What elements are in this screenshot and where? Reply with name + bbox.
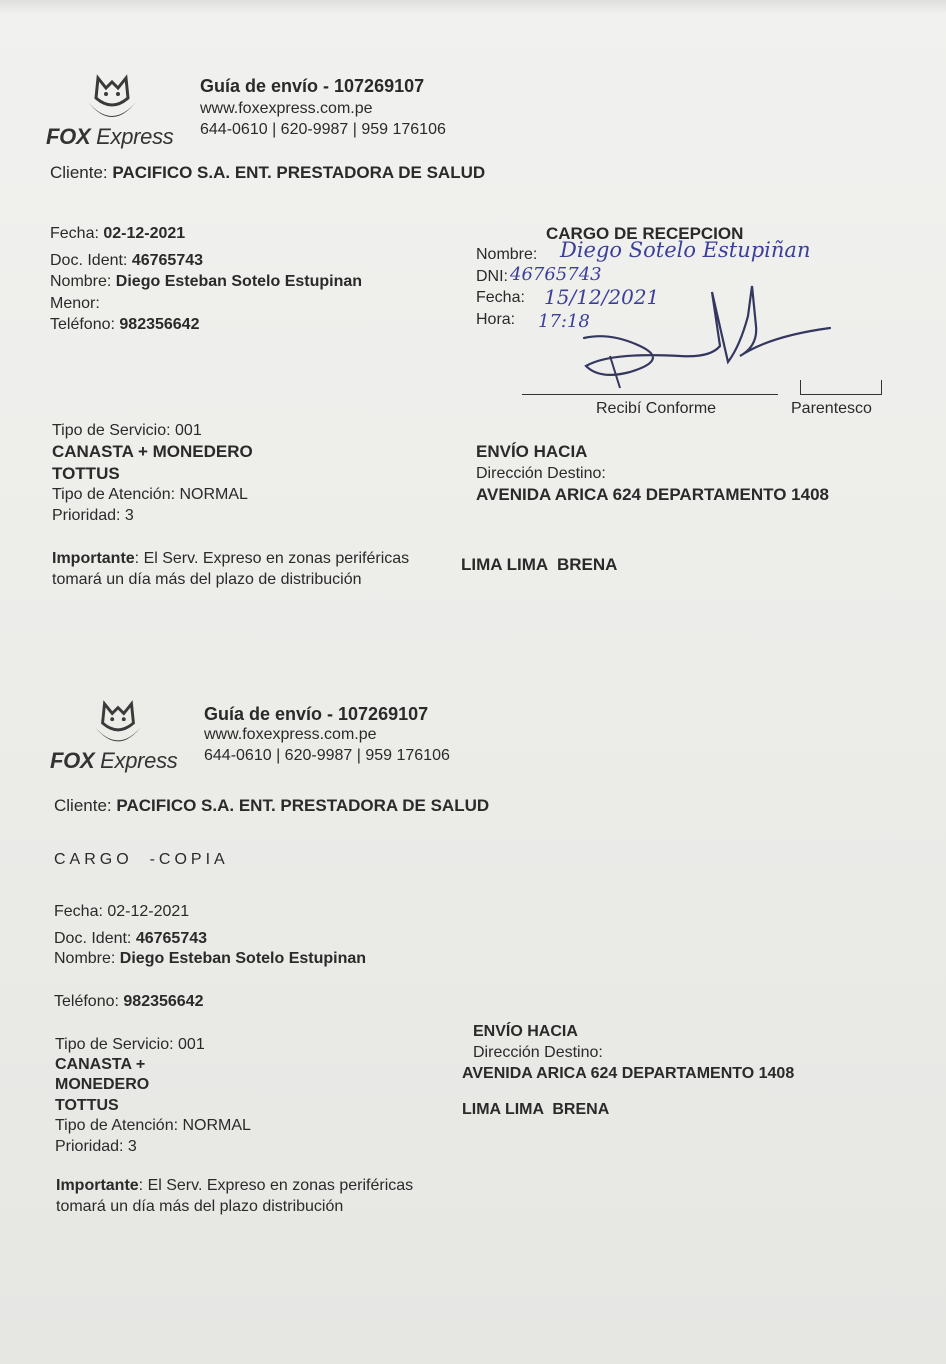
- cargo-copia-label: CARGO -COPIA: [54, 851, 229, 868]
- tipo-atencion: Tipo de Atención: NORMAL: [55, 1117, 251, 1134]
- rec-dni-handwritten: 46765743: [510, 264, 602, 285]
- producto-line-2: MONEDERO: [55, 1076, 150, 1093]
- rec-dni-label: DNI:: [476, 268, 508, 285]
- direccion-label: Dirección Destino:: [473, 1044, 603, 1061]
- direccion-value: AVENIDA ARICA 624 DEPARTAMENTO 1408: [462, 1065, 795, 1082]
- signature-mark: [570, 276, 850, 396]
- nombre-line: Nombre: Diego Esteban Sotelo Estupinan: [50, 273, 363, 290]
- signature-line: [522, 394, 778, 395]
- fecha-line: Fecha: 02-12-2021: [50, 225, 186, 242]
- ubicacion: LIMA LIMA BRENA: [461, 555, 618, 574]
- telefono-line: Teléfono: 982356642: [54, 993, 204, 1010]
- phones: 644-0610 | 620-9987 | 959 176106: [204, 747, 450, 764]
- tipo-servicio: Tipo de Servicio: 001: [55, 1036, 205, 1053]
- direccion-value: AVENIDA ARICA 624 DEPARTAMENTO 1408: [476, 485, 829, 504]
- menor-line: Menor:: [50, 295, 100, 312]
- rec-hora-label: Hora:: [476, 311, 516, 328]
- fecha-line: Fecha: 02-12-2021: [54, 903, 190, 920]
- doc-ident-line: Doc. Ident: 46765743: [54, 930, 208, 947]
- rec-fecha-label: Fecha:: [476, 289, 525, 306]
- importante-line-1: Importante: El Serv. Expreso en zonas periféricas: [52, 550, 410, 567]
- website: www.foxexpress.com.pe: [204, 726, 377, 743]
- doc-ident-line: Doc. Ident: 46765743: [50, 252, 204, 269]
- tipo-atencion: Tipo de Atención: NORMAL: [52, 486, 248, 503]
- website: www.foxexpress.com.pe: [200, 100, 373, 117]
- recibi-conforme-label: Recibí Conforme: [596, 400, 717, 417]
- parentesco-line: [800, 380, 882, 395]
- tipo-servicio: Tipo de Servicio: 001: [52, 422, 202, 439]
- producto-line-1: CANASTA + MONEDERO: [52, 442, 253, 461]
- parentesco-label: Parentesco: [791, 400, 872, 417]
- guia-title: Guía de envío - 107269107: [204, 704, 429, 724]
- cargo-recepcion-title: CARGO DE RECEPCION: [546, 224, 744, 243]
- ubicacion: LIMA LIMA BRENA: [462, 1101, 610, 1118]
- cliente-line: Cliente: PACIFICO S.A. ENT. PRESTADORA DE SALUD: [50, 163, 486, 182]
- fox-logo-icon: [80, 72, 144, 128]
- producto-line-2: TOTTUS: [52, 464, 120, 483]
- fox-logo-icon: [86, 698, 150, 752]
- prioridad: Prioridad: 3: [52, 507, 134, 524]
- producto-line-1: CANASTA +: [55, 1056, 146, 1073]
- envio-hacia: ENVÍO HACIA: [473, 1023, 578, 1040]
- importante-line-1: Importante: El Serv. Expreso en zonas periféricas: [56, 1177, 414, 1194]
- brand-logo-text: FOX Express: [50, 748, 178, 773]
- rec-nombre-label: Nombre:: [476, 246, 538, 263]
- importante-line-2: tomará un día más del plazo de distribución: [52, 571, 362, 588]
- guia-title: Guía de envío - 107269107: [200, 76, 425, 96]
- rec-fecha-handwritten: 15/12/2021: [544, 285, 660, 309]
- importante-line-2: tomará un día más del plazo distribución: [56, 1198, 344, 1215]
- phones: 644-0610 | 620-9987 | 959 176106: [200, 121, 446, 138]
- producto-line-3: TOTTUS: [55, 1097, 119, 1114]
- page-edge-shadow: [0, 0, 946, 14]
- rec-hora-handwritten: 17:18: [538, 311, 590, 332]
- direccion-label: Dirección Destino:: [476, 465, 606, 482]
- rec-nombre-handwritten: Diego Sotelo Estupiñan: [560, 238, 811, 262]
- nombre-line: Nombre: Diego Esteban Sotelo Estupinan: [54, 950, 367, 967]
- brand-logo-text: FOX Express: [46, 124, 174, 149]
- telefono-line: Teléfono: 982356642: [50, 316, 200, 333]
- envio-hacia: ENVÍO HACIA: [476, 442, 588, 461]
- cliente-line: Cliente: PACIFICO S.A. ENT. PRESTADORA DE SALUD: [54, 796, 490, 815]
- prioridad: Prioridad: 3: [55, 1138, 137, 1155]
